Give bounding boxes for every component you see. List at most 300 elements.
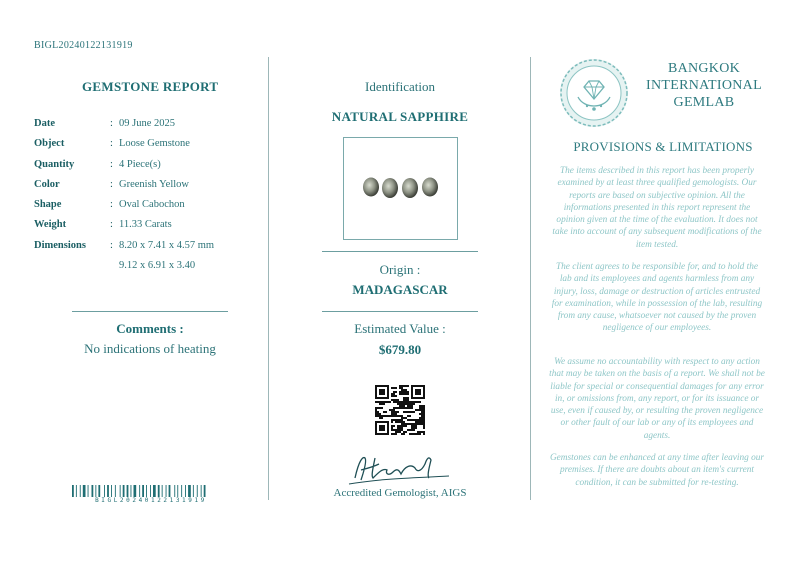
qr-module — [379, 401, 381, 403]
qr-module — [411, 433, 413, 435]
barcode-bar — [169, 485, 171, 497]
qr-module — [409, 415, 411, 417]
qr-module — [395, 413, 397, 415]
qr-module — [401, 425, 403, 427]
estimated-value: $679.80 — [378, 342, 422, 357]
qr-module — [423, 413, 425, 415]
qr-module — [403, 397, 405, 399]
qr-module — [405, 431, 407, 433]
qr-module — [407, 391, 409, 393]
qr-module — [411, 425, 413, 427]
qr-module — [423, 431, 425, 433]
qr-module — [411, 403, 413, 405]
qr-module — [403, 389, 405, 391]
qr-module — [423, 425, 425, 427]
qr-module — [411, 419, 413, 421]
barcode-bar — [174, 485, 175, 497]
spec-value: Loose Gemstone — [119, 138, 190, 150]
qr-module — [421, 405, 423, 407]
qr-module — [407, 407, 409, 409]
qr-module — [393, 393, 395, 395]
qr-module — [411, 429, 413, 431]
qr-module — [401, 403, 403, 405]
qr-module — [411, 401, 413, 403]
qr-module — [419, 405, 421, 407]
qr-module — [399, 427, 401, 429]
qr-module — [419, 413, 421, 415]
qr-module — [421, 413, 423, 415]
barcode-bar — [188, 485, 191, 497]
qr-module — [415, 423, 417, 425]
qr-module — [377, 411, 379, 413]
gemologist-title: Accredited Gemologist, AIGS — [333, 487, 467, 499]
qr-module — [377, 401, 379, 403]
barcode-bar — [95, 485, 96, 497]
qr-module — [383, 403, 385, 405]
lab-name-line2: INTERNATIONAL — [646, 78, 762, 93]
qr-module — [407, 401, 409, 403]
lab-name — [640, 60, 768, 111]
qr-module — [405, 411, 407, 413]
spec-label: Weight — [34, 219, 67, 231]
gem-4 — [422, 178, 438, 197]
qr-module — [421, 431, 423, 433]
qr-module — [421, 419, 423, 421]
qr-module — [417, 433, 419, 435]
qr-module — [383, 415, 385, 417]
qr-module — [411, 405, 413, 407]
qr-module — [423, 405, 425, 407]
barcode-bar — [123, 485, 125, 497]
spec-label: Quantity — [34, 158, 75, 170]
qr-module — [383, 411, 385, 413]
qr-module — [409, 403, 411, 405]
qr-module — [417, 419, 419, 421]
qr-module — [399, 415, 401, 417]
qr-module — [403, 391, 405, 393]
qr-module — [395, 387, 397, 389]
spec-label: Shape — [34, 199, 62, 211]
qr-module — [399, 393, 401, 395]
qr-module — [403, 399, 405, 401]
qr-module — [421, 417, 423, 419]
qr-module — [405, 397, 407, 399]
qr-module — [401, 421, 403, 423]
qr-module — [387, 415, 389, 417]
barcode-bar — [139, 485, 140, 497]
qr-module — [393, 391, 395, 393]
qr-module — [403, 425, 405, 427]
qr-module — [395, 415, 397, 417]
gemstone-photo — [343, 137, 458, 240]
spec-value: 4 Piece(s) — [119, 158, 161, 170]
qr-module — [385, 415, 387, 417]
qr-module — [419, 431, 421, 433]
qr-module — [407, 397, 409, 399]
qr-module — [379, 413, 381, 415]
qr-module — [403, 433, 405, 435]
origin-value: MADAGASCAR — [352, 282, 448, 297]
lab-name-line3: GEMLAB — [673, 95, 735, 110]
qr-module — [391, 429, 393, 431]
qr-module — [419, 417, 421, 419]
qr-module — [393, 415, 395, 417]
barcode-bar — [107, 485, 109, 497]
qr-module — [379, 415, 381, 417]
qr-module — [419, 407, 421, 409]
qr-module — [401, 385, 403, 387]
spec-value: 9.12 x 6.91 x 3.40 — [119, 260, 196, 272]
spec-label: Date — [34, 118, 55, 129]
qr-module — [405, 389, 407, 391]
qr-module — [423, 427, 425, 429]
report-id: BIGL20240122131919 — [34, 40, 133, 51]
qr-module — [403, 401, 405, 403]
qr-module — [391, 419, 393, 421]
qr-module — [393, 407, 395, 409]
qr-module — [423, 409, 425, 411]
qr-module — [415, 419, 417, 421]
qr-module — [413, 401, 415, 403]
barcode-bar — [146, 485, 147, 497]
qr-module — [417, 401, 419, 403]
qr-module — [413, 427, 415, 429]
spec-colon: : — [110, 178, 113, 190]
qr-module — [409, 423, 411, 425]
qr-module — [399, 407, 401, 409]
qr-module — [393, 425, 395, 427]
qr-module — [405, 399, 407, 401]
qr-module — [419, 423, 421, 425]
qr-module — [423, 419, 425, 421]
qr-module — [389, 409, 391, 411]
qr-module — [407, 393, 409, 395]
qr-module — [377, 413, 379, 415]
gem-3 — [402, 178, 418, 198]
qr-module — [413, 429, 415, 431]
qr-module — [397, 429, 399, 431]
qr-module — [409, 407, 411, 409]
qr-module — [415, 389, 421, 395]
qr-module — [399, 429, 401, 431]
spec-colon: : — [110, 158, 113, 170]
qr-module — [403, 407, 405, 409]
qr-module — [407, 415, 409, 417]
barcode-bar — [185, 485, 186, 497]
qr-module — [401, 415, 403, 417]
qr-module — [395, 421, 397, 423]
qr-module — [407, 405, 409, 407]
qr-module — [399, 425, 401, 427]
qr-module — [395, 399, 397, 401]
barcode-bar — [88, 485, 89, 497]
qr-module — [395, 407, 397, 409]
qr-module — [375, 409, 377, 411]
qr-module — [391, 411, 393, 413]
barcode-bar — [204, 485, 206, 497]
spec-colon: : — [110, 199, 113, 211]
barcode-bar — [111, 485, 112, 497]
qr-module — [379, 389, 385, 395]
qr-module — [393, 411, 395, 413]
qr-module — [401, 417, 403, 419]
qr-module — [401, 393, 403, 395]
qr-module — [423, 417, 425, 419]
qr-module — [381, 415, 383, 417]
qr-module — [411, 411, 413, 413]
qr-module — [401, 419, 403, 421]
barcode-bar — [134, 485, 137, 497]
qr-module — [375, 407, 377, 409]
provisions-title: PROVISIONS & LIMITATIONS — [573, 139, 753, 154]
qr-module — [407, 385, 409, 387]
qr-module — [403, 423, 405, 425]
qr-module — [395, 401, 397, 403]
barcode-bar — [104, 485, 105, 497]
qr-module — [375, 413, 377, 415]
qr-module — [395, 433, 397, 435]
qr-module — [421, 411, 423, 413]
qr-module — [395, 429, 397, 431]
qr-module — [399, 419, 401, 421]
qr-module — [415, 421, 417, 423]
qr-module — [419, 419, 421, 421]
qr-module — [401, 427, 403, 429]
barcode-bar — [150, 485, 151, 497]
qr-module — [399, 385, 401, 387]
qr-module — [375, 411, 377, 413]
barcode-bar — [80, 485, 81, 497]
qr-module — [403, 403, 405, 405]
barcode-bar — [131, 485, 132, 497]
qr-module — [403, 385, 405, 387]
qr-module — [401, 389, 403, 391]
barcode-bar — [197, 485, 198, 497]
gemologist-signature — [345, 448, 455, 488]
qr-module — [409, 411, 411, 413]
qr-module — [395, 419, 397, 421]
barcode-bar — [127, 485, 129, 497]
barcode-bar — [142, 485, 144, 497]
qr-module — [403, 431, 405, 433]
qr-module — [411, 427, 413, 429]
qr-module — [397, 425, 399, 427]
qr-module — [413, 433, 415, 435]
qr-module — [393, 419, 395, 421]
qr-module — [393, 387, 395, 389]
barcode-bar — [72, 485, 74, 497]
qr-module — [393, 395, 395, 397]
qr-module — [393, 401, 395, 403]
qr-module — [391, 409, 393, 411]
qr-module — [379, 425, 385, 431]
qr-module — [405, 417, 407, 419]
barcode-bar — [153, 485, 156, 497]
qr-module — [401, 401, 403, 403]
qr-module — [401, 429, 403, 431]
divider-left — [268, 57, 269, 500]
origin-divider-bottom — [322, 311, 478, 312]
divider-right — [530, 57, 531, 500]
qr-module — [409, 405, 411, 407]
qr-module — [405, 385, 407, 387]
qr-module — [415, 427, 417, 429]
qr-module — [423, 415, 425, 417]
estimated-value-label: Estimated Value : — [354, 321, 446, 336]
qr-module — [393, 399, 395, 401]
qr-module — [421, 421, 423, 423]
qr-module — [423, 407, 425, 409]
identification-label: Identification — [364, 79, 436, 94]
qr-module — [393, 413, 395, 415]
qr-module — [415, 425, 417, 427]
qr-module — [407, 399, 409, 401]
qr-module — [399, 405, 401, 407]
barcode-text: BIGL20240122131919 — [95, 497, 207, 504]
comments-title: Comments : — [116, 321, 184, 336]
qr-module — [393, 429, 395, 431]
qr-module — [419, 421, 421, 423]
qr-module — [391, 415, 393, 417]
qr-module — [375, 415, 377, 417]
qr-module — [423, 421, 425, 423]
spec-value: Oval Cabochon — [119, 199, 185, 211]
spec-label: Color — [34, 178, 60, 190]
qr-module — [423, 423, 425, 425]
qr-module — [405, 425, 407, 427]
barcode-bar — [158, 485, 160, 497]
qr-module — [403, 421, 405, 423]
qr-module — [393, 409, 395, 411]
spec-value: 09 June 2025 — [119, 118, 175, 129]
qr-module — [379, 417, 381, 419]
gemlab-logo-icon — [558, 57, 630, 129]
qr-module — [397, 421, 399, 423]
qr-module — [401, 433, 403, 435]
qr-module — [375, 401, 377, 403]
qr-module — [403, 411, 405, 413]
comments-text: No indications of heating — [84, 341, 216, 356]
qr-module — [391, 393, 393, 395]
barcode-bar — [83, 485, 86, 497]
qr-module — [399, 391, 401, 393]
qr-module — [397, 415, 399, 417]
barcode-bar — [177, 485, 178, 497]
qr-module — [391, 413, 393, 415]
qr-module — [389, 401, 391, 403]
qr-module — [405, 391, 407, 393]
qr-module — [413, 403, 415, 405]
qr-module — [407, 403, 409, 405]
provisions-paragraph-2: The client agrees to be responsible for, and to hold the lab and its employees and agents harmless from any injury, loss, damage or destruction of articles entrusted for examination, while in possession of the lab, resulting from any cause, whatsoever not caused by the proven negligence of our employees. — [551, 262, 763, 334]
qr-module — [397, 407, 399, 409]
qr-module — [405, 403, 407, 405]
spec-colon: : — [110, 239, 113, 251]
qr-module — [397, 399, 399, 401]
qr-module — [423, 433, 425, 435]
qr-module — [407, 411, 409, 413]
qr-module — [387, 401, 389, 403]
qr-module — [397, 427, 399, 429]
qr-module — [417, 409, 419, 411]
qr-module — [391, 433, 393, 435]
qr-code — [375, 385, 425, 435]
qr-module — [409, 429, 411, 431]
qr-module — [381, 401, 383, 403]
barcode-bar — [162, 485, 163, 497]
qr-module — [395, 391, 397, 393]
stone-name: NATURAL SAPPHIRE — [331, 109, 469, 124]
qr-module — [397, 431, 399, 433]
barcode-bar — [92, 485, 94, 497]
provisions-paragraph-4: Gemstones can be enhanced at any time after leaving our premises. If there are doubts about an item's current condition, it can be submitted for re-testing. — [549, 453, 765, 488]
gemstone-image — [344, 138, 457, 239]
qr-module — [391, 399, 393, 401]
qr-module — [381, 417, 383, 419]
qr-module — [377, 407, 379, 409]
qr-module — [403, 393, 405, 395]
qr-module — [391, 387, 393, 389]
qr-module — [417, 431, 419, 433]
spec-colon: : — [110, 118, 113, 129]
qr-module — [397, 419, 399, 421]
qr-module — [405, 407, 407, 409]
qr-module — [421, 423, 423, 425]
qr-module — [377, 415, 379, 417]
qr-module — [393, 433, 395, 435]
qr-module — [395, 431, 397, 433]
spec-colon: : — [110, 138, 113, 150]
gem-1 — [363, 178, 379, 197]
qr-module — [407, 429, 409, 431]
qr-module — [399, 421, 401, 423]
qr-module — [413, 423, 415, 425]
qr-module — [401, 423, 403, 425]
qr-module — [407, 419, 409, 421]
qr-module — [399, 431, 401, 433]
spec-colon: : — [110, 219, 113, 231]
qr-module — [391, 427, 393, 429]
lab-name-line1: BANGKOK — [667, 61, 741, 76]
qr-module — [409, 419, 411, 421]
qr-module — [409, 433, 411, 435]
qr-module — [385, 401, 387, 403]
qr-module — [419, 433, 421, 435]
barcode-bar — [181, 485, 182, 497]
barcode-bar — [115, 485, 116, 497]
qr-module — [415, 401, 417, 403]
qr-module — [405, 393, 407, 395]
qr-module — [401, 407, 403, 409]
origin-divider-top — [322, 251, 478, 252]
barcode-bar — [201, 485, 202, 497]
qr-module — [385, 411, 387, 413]
qr-module — [403, 417, 405, 419]
qr-module — [407, 423, 409, 425]
gem-2 — [382, 178, 398, 198]
barcode — [72, 485, 230, 497]
qr-module — [391, 421, 393, 423]
qr-module — [401, 391, 403, 393]
qr-module — [397, 401, 399, 403]
qr-module — [405, 423, 407, 425]
qr-module — [395, 395, 397, 397]
qr-module — [419, 401, 421, 403]
comments-divider — [72, 311, 228, 312]
qr-module — [411, 407, 413, 409]
qr-module — [413, 425, 415, 427]
provisions-paragraph-1: The items described in this report has been properly examined by at least three qualified gemologists. Our reports are based on subjective opinion. All the informations presented in this report represent the opinion given at the time of the evaluation. It does not take into account of any subsequent modifications of the item tested. — [552, 166, 762, 250]
